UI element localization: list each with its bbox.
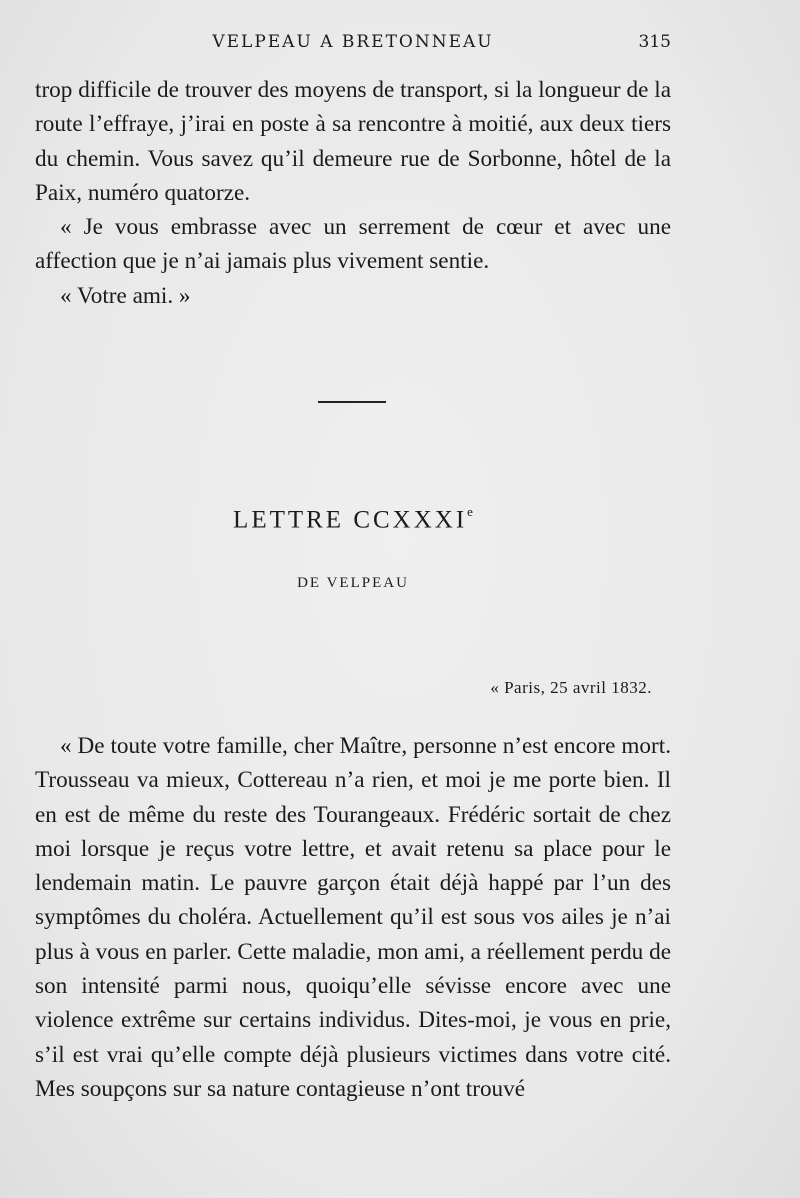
letter-body xyxy=(35,729,671,1106)
continuation-paragraph: trop difficile de trouver des moyens de transport, si la longueur de la route l’effraye, j’irai en poste à sa rencontre à moitié, aux deux tiers du chemin. Vous savez qu’il demeure rue de Sorbonne, hôtel de la Paix, numéro quatorze. xyxy=(35,77,671,206)
letter-dateline: « Paris, 25 avril 1832. xyxy=(490,678,652,697)
signature-line: « Votre ami. » xyxy=(60,282,191,309)
running-head: VELPEAU A BRETONNEAU xyxy=(212,32,494,52)
continuation-text xyxy=(35,73,671,313)
closing-paragraph: « Je vous embrasse avec un serrement de cœur et avec une affection que je n’ai jamais plus vivement sentie. xyxy=(35,214,671,275)
letter-title xyxy=(35,506,671,534)
letter-title-text: LETTRE CCXXXI xyxy=(233,506,468,534)
section-divider xyxy=(318,401,386,403)
letter-author: DE VELPEAU xyxy=(297,575,409,591)
letter-paragraph: « De toute votre famille, cher Maître, personne n’est encore mort. Trousseau va mieux, Cottereau n’a rien, et moi je me porte bien. Il en est de même du reste des Tourangeaux. Frédéric sortait de chez moi lorsque je reçus votre lettre, et avait retenu sa place pour le lendemain matin. Le pauvre garçon était déjà happé par l’un des symptômes du choléra. Actuellement qu’il est sous vos ailes je n’ai plus à vous en parler. Cette maladie, mon ami, a réellement perdu de son intensité parmi nous, quoiqu’elle sévisse encore avec une violence extrême sur certains individus. Dites-moi, je vous en prie, s’il est vrai qu’elle compte déjà plusieurs victimes dans votre cité. Mes soupçons sur sa nature contagieuse n’ont trouvé xyxy=(35,733,671,1102)
page-number: 315 xyxy=(638,32,671,52)
page-header xyxy=(35,30,671,60)
letter-title-superscript: e xyxy=(467,504,473,519)
